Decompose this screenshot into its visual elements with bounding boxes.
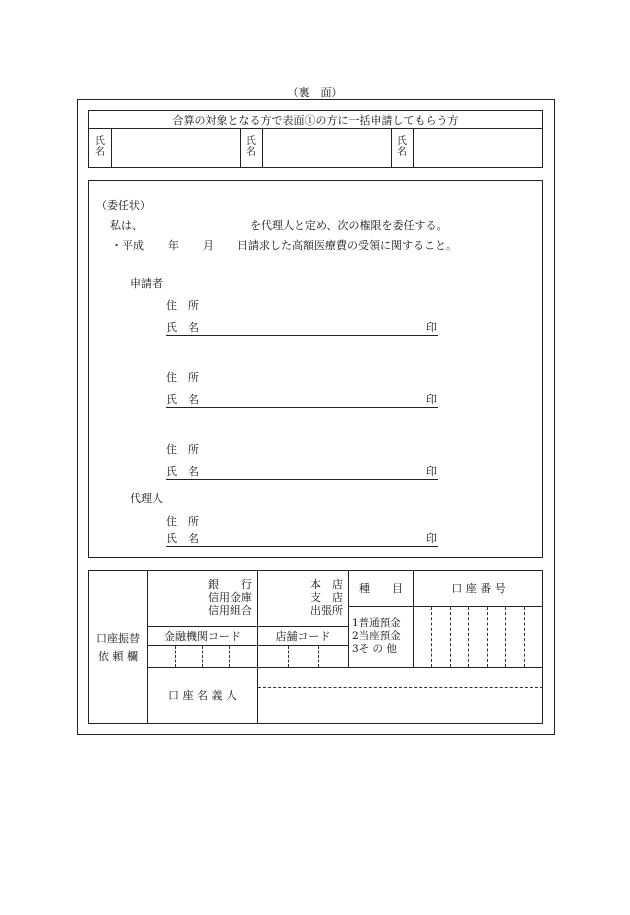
account-holder-kana-field[interactable] [258,668,542,686]
applicant-2-name-field[interactable] [200,391,420,406]
delegation-month-label: 月 [203,239,214,252]
deposit-type-header: 種 目 [359,582,403,595]
joint-name-label-3: 氏 名 [397,136,407,158]
bank-side-label-2: 依 頼 欄 [98,650,138,663]
page-label: （裏 面） [287,86,343,99]
account-holder-label: 口 座 名 義 人 [168,689,237,702]
agent-address-field[interactable] [200,512,435,527]
joint-name-field-1[interactable] [112,129,239,167]
bank-type-options: 銀 行 信用金庫 信用組合 [208,578,252,617]
account-holder-name-field[interactable] [258,689,542,723]
joint-name-label-1: 氏 名 [95,136,105,158]
address-label: 住 所 [166,371,199,384]
delegation-heading: （委任状） [96,199,151,212]
institution-code-field[interactable] [148,646,256,666]
branch-type-options: 本 店 支 店 出張所 [310,578,343,617]
deposit-type-options[interactable]: 1普通預金 2当座預金 3そ の 他 [352,617,401,655]
seal-label: 印 [426,393,437,406]
name-label: 氏 名 [166,532,199,545]
applicant-label: 申請者 [130,277,163,290]
name-label: 氏 名 [166,321,199,334]
joint-name-field-2[interactable] [263,129,390,167]
seal-label: 印 [426,532,437,545]
agent-label: 代理人 [130,492,163,505]
joint-name-label-2: 氏 名 [246,136,256,158]
joint-section-title: 合算の対象となる方で表面①の方に一括申請してもらう方 [172,114,459,127]
name-label: 氏 名 [166,393,199,406]
account-number-field[interactable] [414,607,542,666]
delegation-line2-bullet: ・平成 [111,239,144,252]
applicant-3-address-field[interactable] [200,440,435,455]
delegation-line1-prefix: 私は、 [110,219,143,232]
seal-label: 印 [426,465,437,478]
delegation-year-label: 年 [168,239,179,252]
applicant-3-name-field[interactable] [200,463,420,478]
agent-name-field[interactable] [200,530,420,545]
address-label: 住 所 [166,515,199,528]
joint-name-field-3[interactable] [414,129,542,167]
delegation-line1-suffix: を代理人と定め、次の権限を委任する。 [250,219,448,232]
agent-name-blank[interactable] [150,217,248,232]
address-label: 住 所 [166,443,199,456]
bank-side-label-1: 口座振替 [96,632,140,645]
seal-label: 印 [426,321,437,334]
name-label: 氏 名 [166,465,199,478]
applicant-1-address-field[interactable] [200,296,435,311]
address-label: 住 所 [166,299,199,312]
institution-code-label: 金融機関コード [164,630,241,643]
applicant-1-name-field[interactable] [200,319,420,334]
applicant-2-address-field[interactable] [200,368,435,383]
branch-code-field[interactable] [258,646,347,666]
branch-code-label: 店舗コード [275,630,331,643]
account-number-header: 口 座 番 号 [451,582,506,595]
delegation-line2-suffix: 日請求した高額医療費の受領に関すること。 [237,239,457,252]
